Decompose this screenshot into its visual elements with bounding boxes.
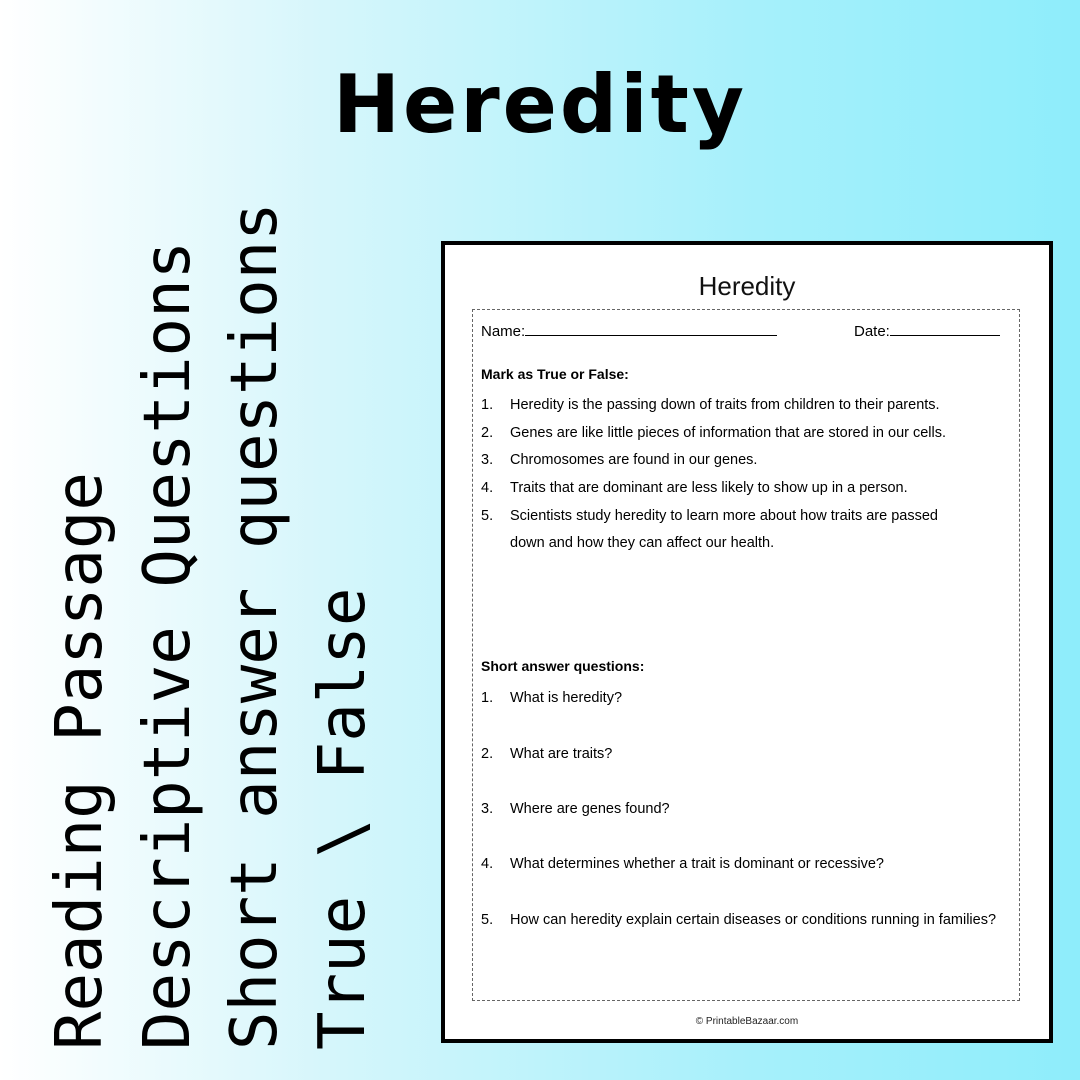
question-text: Where are genes found?	[510, 801, 670, 817]
tf-question	[481, 503, 969, 557]
question-text: Scientists study heredity to learn more about how traits are passed down and how they can affect our health.	[510, 508, 938, 551]
question-number: 5.	[481, 912, 494, 928]
sa-question	[481, 685, 1009, 712]
true-false-heading: Mark as True or False:	[481, 366, 629, 382]
question-text: What is heredity?	[510, 690, 623, 706]
label-short-answer-questions: Short answer questions	[218, 202, 292, 1050]
short-answer-heading: Short answer questions:	[481, 658, 645, 674]
date-label: Date:	[854, 323, 890, 340]
question-text: What are traits?	[510, 746, 613, 762]
sa-question	[481, 741, 1009, 768]
tf-question	[481, 447, 1009, 474]
question-text: What determines whether a trait is dominant or recessive?	[510, 856, 884, 872]
date-field	[854, 321, 1000, 340]
label-reading-passage: Reading Passage	[43, 472, 117, 1050]
question-number: 1.	[481, 397, 494, 413]
question-number: 5.	[481, 508, 494, 524]
worksheet-preview	[441, 241, 1053, 1043]
question-number: 3.	[481, 801, 494, 817]
tf-question	[481, 420, 1009, 447]
name-field	[481, 321, 777, 340]
sa-question	[481, 907, 1019, 934]
tf-question	[481, 392, 1009, 419]
question-text: Genes are like little pieces of information that are stored in our cells.	[510, 425, 947, 441]
label-descriptive-questions: Descriptive Questions	[131, 240, 205, 1050]
page-title: Heredity	[333, 58, 747, 151]
date-line	[890, 321, 1000, 336]
question-text: Traits that are dominant are less likely to show up in a person.	[510, 480, 908, 496]
name-line	[525, 321, 777, 336]
worksheet-title: Heredity	[698, 271, 796, 301]
copyright-credit: © PrintableBazaar.com	[695, 1016, 799, 1027]
question-number: 4.	[481, 856, 494, 872]
question-number: 1.	[481, 690, 494, 706]
question-number: 2.	[481, 425, 494, 441]
question-number: 2.	[481, 746, 494, 762]
tf-question	[481, 475, 1009, 502]
question-number: 4.	[481, 480, 494, 496]
question-text: How can heredity explain certain diseases or conditions running in families?	[510, 912, 997, 928]
name-label: Name:	[481, 323, 526, 340]
question-text: Heredity is the passing down of traits from children to their parents.	[510, 397, 940, 413]
sa-question	[481, 796, 1009, 823]
label-true-false: True \ False	[306, 587, 380, 1050]
sa-question	[481, 851, 1009, 878]
question-number: 3.	[481, 452, 494, 468]
question-text: Chromosomes are found in our genes.	[510, 452, 758, 468]
worksheet-content-box	[472, 309, 1020, 1001]
